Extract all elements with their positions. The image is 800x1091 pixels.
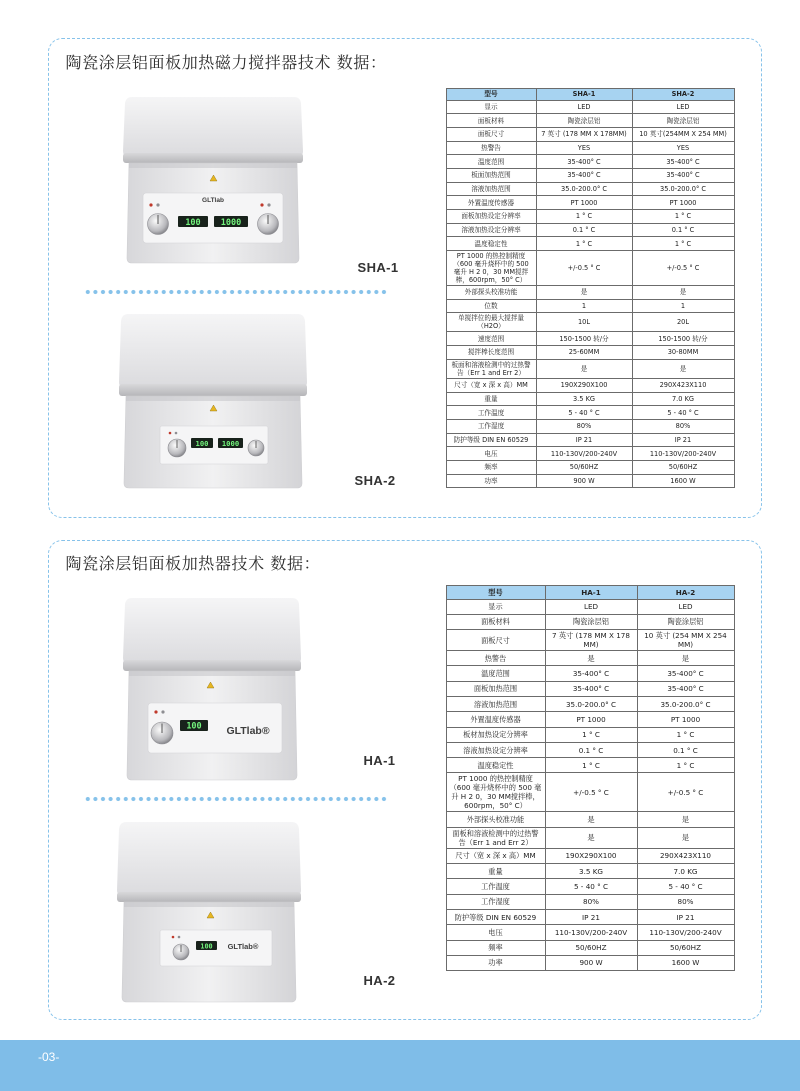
product-label-sha-1: SHA-1 — [357, 259, 399, 275]
spec-label: 工作湿度 — [446, 894, 545, 909]
spec-table-head — [446, 585, 734, 599]
spec-value-model-1: YES — [536, 141, 632, 155]
hot-plate-top — [123, 598, 301, 664]
spec-value-model-1: 35-400° C — [536, 155, 632, 169]
spec-value-model-2: 7.0 KG — [637, 864, 734, 879]
spec-label: 温度范围 — [446, 155, 536, 169]
spec-label: 温度范围 — [446, 666, 545, 681]
plate-shadow — [124, 902, 294, 907]
spec-value-model-1: LED — [536, 100, 632, 114]
spec-value-model-2: 是 — [637, 812, 734, 827]
spec-row — [446, 392, 734, 406]
spec-value-model-2: 是 — [632, 286, 734, 300]
spec-row — [446, 848, 734, 863]
spec-value-model-1: +/-0.5 ° C — [545, 773, 637, 812]
spec-label: 重量 — [446, 392, 536, 406]
spec-value-model-2: 5 - 40 ° C — [632, 406, 734, 420]
spec-label: 板材加热设定分辨率 — [446, 727, 545, 742]
spec-value-model-2: 7.0 KG — [632, 392, 734, 406]
spec-row — [446, 419, 734, 433]
spec-row — [446, 447, 734, 461]
spec-value-model-1: +/-0.5 ° C — [536, 251, 632, 286]
spec-row — [446, 599, 734, 614]
spec-row — [446, 864, 734, 879]
spec-label: 搅拌棒长度范围 — [446, 346, 536, 360]
spec-label: 速度范围 — [446, 332, 536, 346]
spec-label: 面板加热范围 — [446, 681, 545, 696]
spec-value-model-2: 290X423X110 — [632, 378, 734, 392]
spec-value-model-2: 1 ° C — [632, 237, 734, 251]
spec-label: 外部探头校准功能 — [446, 286, 536, 300]
spec-label: 功率 — [446, 474, 536, 488]
spec-value-model-2: 30-80MM — [632, 346, 734, 360]
spec-row — [446, 114, 734, 128]
spec-label: 尺寸（宽 x 深 x 高）MM — [446, 848, 545, 863]
spec-label: 单搅拌位的最大搅拌量（H2O） — [446, 313, 536, 332]
section-title: 陶瓷涂层铝面板加热磁力搅拌器技术 数据： — [65, 52, 387, 72]
spec-value-model-1: 1 ° C — [536, 237, 632, 251]
spec-header-sha-2: SHA-2 — [632, 88, 734, 100]
spec-row — [446, 223, 734, 237]
hot-plate-top — [119, 314, 307, 388]
spec-row — [446, 359, 734, 378]
spec-row — [446, 696, 734, 711]
spec-value-model-1: 是 — [545, 812, 637, 827]
spec-value-model-1: 是 — [536, 359, 632, 378]
spec-value-model-2: IP 21 — [637, 909, 734, 924]
spec-label: 热警告 — [446, 141, 536, 155]
speed-display-value: 1000 — [220, 217, 241, 228]
spec-value-model-1: IP 21 — [536, 433, 632, 447]
spec-value-model-1: PT 1000 — [536, 196, 632, 210]
spec-label: 温度稳定性 — [446, 758, 545, 773]
stirrer-spec-section — [48, 38, 762, 518]
spec-header-model: 型号 — [446, 88, 536, 100]
spec-row — [446, 313, 734, 332]
spec-value-model-2: 陶瓷涂层铝 — [632, 114, 734, 128]
spec-label: 电压 — [446, 925, 545, 940]
spec-value-model-2: 290X423X110 — [637, 848, 734, 863]
spec-value-model-2: +/-0.5 ° C — [637, 773, 734, 812]
spec-row — [446, 299, 734, 313]
spec-row — [446, 168, 734, 182]
spec-value-model-1: 900 W — [536, 474, 632, 488]
spec-row — [446, 141, 734, 155]
temperature-display-value: 100 — [195, 438, 208, 448]
spec-row — [446, 237, 734, 251]
spec-row — [446, 286, 734, 300]
spec-label: 工作温度 — [446, 406, 536, 420]
spec-row — [446, 879, 734, 894]
spec-value-model-1: 3.5 KG — [545, 864, 637, 879]
product-label-sha-2: SHA-2 — [354, 472, 396, 488]
spec-value-model-2: 5 - 40 ° C — [637, 879, 734, 894]
spec-value-model-1: 1 ° C — [545, 758, 637, 773]
status-led — [260, 203, 263, 206]
hot-plate-edge — [117, 892, 301, 902]
spec-label: 面板和溶液检测中的过热警告（Err 1 and Err 2） — [446, 827, 545, 848]
spec-value-model-1: 陶瓷涂层铝 — [536, 114, 632, 128]
spec-label: 防护等级 DIN EN 60529 — [446, 909, 545, 924]
spec-value-model-1: 50/60HZ — [545, 940, 637, 955]
section-title: 陶瓷涂层铝面板加热器技术 数据： — [65, 553, 321, 573]
spec-row — [446, 940, 734, 955]
spec-value-model-2: 1 — [632, 299, 734, 313]
spec-label: 热警告 — [446, 651, 545, 666]
spec-label: 板面加热范围 — [446, 168, 536, 182]
spec-value-model-2: 35-400° C — [637, 681, 734, 696]
spec-table-body — [446, 599, 734, 971]
spec-value-model-1: 900 W — [545, 955, 637, 970]
spec-value-model-2: 50/60HZ — [637, 940, 734, 955]
status-led — [154, 710, 157, 713]
spec-value-model-1: 10L — [536, 313, 632, 332]
spec-value-model-2: 1 ° C — [637, 727, 734, 742]
spec-value-model-1: 80% — [545, 894, 637, 909]
speed-display-value: 1000 — [221, 438, 239, 448]
spec-label: 温度稳定性 — [446, 237, 536, 251]
status-led — [161, 710, 164, 713]
status-led — [156, 203, 159, 206]
spec-label: 显示 — [446, 100, 536, 114]
heater-spec-section — [48, 540, 762, 1020]
spec-value-model-1: 190X290X100 — [545, 848, 637, 863]
spec-value-model-2: 80% — [637, 894, 734, 909]
plate-shadow — [129, 671, 295, 676]
spec-value-model-1: 1 ° C — [545, 727, 637, 742]
spec-label: 溶液加热范围 — [446, 696, 545, 711]
spec-table-head — [446, 88, 734, 100]
status-led — [267, 203, 270, 206]
status-led — [174, 431, 177, 434]
sha-1-product-image — [122, 95, 304, 265]
spec-label: 面板材料 — [446, 614, 545, 629]
spec-row — [446, 155, 734, 169]
plate-shadow — [126, 396, 300, 401]
status-led — [149, 203, 152, 206]
spec-value-model-2: PT 1000 — [632, 196, 734, 210]
temperature-display-value: 100 — [199, 942, 213, 950]
spec-value-model-1: IP 21 — [545, 909, 637, 924]
product-label-ha-2: HA-2 — [363, 972, 396, 988]
spec-label: 防护等级 DIN EN 60529 — [446, 433, 536, 447]
spec-value-model-1: LED — [545, 599, 637, 614]
plate-shadow — [129, 163, 297, 168]
spec-value-model-1: 7 英寸 (178 MM X 178 MM) — [545, 630, 637, 651]
hot-plate-edge — [123, 660, 301, 671]
spec-row — [446, 894, 734, 909]
product-label-ha-1: HA-1 — [363, 752, 396, 768]
spec-value-model-1: 110-130V/200-240V — [536, 447, 632, 461]
spec-label: 外置温度传感器 — [446, 712, 545, 727]
spec-label: 面板尺寸 — [446, 127, 536, 141]
spec-row — [446, 666, 734, 681]
spec-row — [446, 251, 734, 286]
spec-value-model-1: 80% — [536, 419, 632, 433]
spec-label: 工作湿度 — [446, 419, 536, 433]
spec-header-row — [446, 585, 734, 599]
page-number: -03- — [38, 1050, 60, 1064]
spec-value-model-2: 20L — [632, 313, 734, 332]
spec-table-ha — [446, 585, 735, 972]
spec-label: 溶液加热范围 — [446, 182, 536, 196]
spec-label: PT 1000 的热控制精度（600 毫升烧杯中的 500 毫升 H 2 0，30 MM搅拌棒，600rpm，50° C） — [446, 773, 545, 812]
spec-value-model-2: 50/60HZ — [632, 460, 734, 474]
spec-value-model-2: 是 — [632, 359, 734, 378]
spec-row — [446, 909, 734, 924]
spec-label: 显示 — [446, 599, 545, 614]
spec-value-model-2: 110-130V/200-240V — [632, 447, 734, 461]
spec-value-model-1: 是 — [545, 651, 637, 666]
spec-label: 尺寸（宽 x 深 x 高）MM — [446, 378, 536, 392]
spec-value-model-2: 1600 W — [632, 474, 734, 488]
spec-row — [446, 812, 734, 827]
spec-header-model: 型号 — [446, 585, 545, 599]
spec-value-model-2: 1 ° C — [637, 758, 734, 773]
temperature-display-value: 100 — [184, 217, 201, 228]
spec-header-sha-1: SHA-1 — [536, 88, 632, 100]
spec-value-model-2: 35.0-200.0° C — [632, 182, 734, 196]
spec-value-model-2: 35-400° C — [632, 168, 734, 182]
spec-row — [446, 681, 734, 696]
spec-row — [446, 332, 734, 346]
spec-value-model-2: 陶瓷涂层铝 — [637, 614, 734, 629]
spec-label: 外置温度传感器 — [446, 196, 536, 210]
spec-value-model-2: 1 ° C — [632, 210, 734, 224]
spec-row — [446, 460, 734, 474]
spec-value-model-1: 0.1 ° C — [545, 742, 637, 757]
page-footer — [0, 1040, 800, 1091]
spec-row — [446, 630, 734, 651]
hot-plate-top — [117, 822, 301, 896]
ha-1-product-image — [122, 596, 302, 780]
spec-value-model-1: 35.0-200.0° C — [536, 182, 632, 196]
sha-2-product-image — [118, 312, 308, 490]
spec-value-model-1: 是 — [536, 286, 632, 300]
spec-value-model-2: 80% — [632, 419, 734, 433]
spec-label: 溶液加热设定分辨率 — [446, 742, 545, 757]
spec-label: 频率 — [446, 460, 536, 474]
spec-row — [446, 925, 734, 940]
spec-value-model-1: 是 — [545, 827, 637, 848]
spec-value-model-2: LED — [632, 100, 734, 114]
spec-row — [446, 712, 734, 727]
spec-value-model-1: 5 - 40 ° C — [536, 406, 632, 420]
spec-value-model-1: 1 — [536, 299, 632, 313]
spec-value-model-1: 1 ° C — [536, 210, 632, 224]
spec-row — [446, 614, 734, 629]
spec-label: 工作温度 — [446, 879, 545, 894]
spec-value-model-1: 190X290X100 — [536, 378, 632, 392]
spec-row — [446, 827, 734, 848]
spec-label: 重量 — [446, 864, 545, 879]
hot-plate-edge — [119, 384, 307, 396]
spec-value-model-2: 10 英寸(254MM X 254 MM) — [632, 127, 734, 141]
spec-value-model-1: 7 英寸 (178 MM X 178MM) — [536, 127, 632, 141]
spec-header-row — [446, 88, 734, 100]
spec-label: 频率 — [446, 940, 545, 955]
spec-value-model-2: 是 — [637, 827, 734, 848]
spec-header-ha-1: HA-1 — [545, 585, 637, 599]
spec-value-model-2: 10 英寸 (254 MM X 254 MM) — [637, 630, 734, 651]
ha-2-product-image — [116, 820, 302, 1002]
spec-value-model-1: 35-400° C — [545, 666, 637, 681]
spec-value-model-1: 5 - 40 ° C — [545, 879, 637, 894]
spec-label: 位数 — [446, 299, 536, 313]
spec-value-model-2: IP 21 — [632, 433, 734, 447]
spec-label: 溶液加热设定分辨率 — [446, 223, 536, 237]
spec-row — [446, 758, 734, 773]
spec-row — [446, 433, 734, 447]
spec-row — [446, 378, 734, 392]
spec-row — [446, 955, 734, 970]
spec-value-model-2: 是 — [637, 651, 734, 666]
brand-logo: GLTlab® — [227, 941, 258, 951]
spec-label: 电压 — [446, 447, 536, 461]
spec-value-model-1: 35-400° C — [545, 681, 637, 696]
spec-value-model-2: 0.1 ° C — [632, 223, 734, 237]
spec-table-body — [446, 100, 734, 488]
spec-label: 外部探头校准功能 — [446, 812, 545, 827]
spec-row — [446, 406, 734, 420]
spec-value-model-2: 35-400° C — [637, 666, 734, 681]
spec-row — [446, 127, 734, 141]
spec-value-model-1: 110-130V/200-240V — [545, 925, 637, 940]
spec-value-model-2: 110-130V/200-240V — [637, 925, 734, 940]
brand-logo: GLTlab — [201, 196, 224, 204]
spec-row — [446, 100, 734, 114]
spec-value-model-2: +/-0.5 ° C — [632, 251, 734, 286]
spec-row — [446, 727, 734, 742]
spec-value-model-1: 0.1 ° C — [536, 223, 632, 237]
spec-row — [446, 742, 734, 757]
spec-label: 面板尺寸 — [446, 630, 545, 651]
brand-logo: GLTlab® — [225, 724, 270, 737]
spec-table-sha — [446, 88, 735, 489]
status-led — [177, 935, 180, 938]
spec-value-model-1: 35-400° C — [536, 168, 632, 182]
spec-value-model-1: 50/60HZ — [536, 460, 632, 474]
spec-value-model-2: 35.0-200.0° C — [637, 696, 734, 711]
spec-value-model-2: 0.1 ° C — [637, 742, 734, 757]
spec-value-model-1: PT 1000 — [545, 712, 637, 727]
status-led — [168, 431, 171, 434]
spec-value-model-1: 陶瓷涂层铝 — [545, 614, 637, 629]
spec-value-model-1: 3.5 KG — [536, 392, 632, 406]
spec-row — [446, 651, 734, 666]
spec-value-model-1: 25-60MM — [536, 346, 632, 360]
spec-value-model-2: 150-1500 转/分 — [632, 332, 734, 346]
spec-value-model-2: 1600 W — [637, 955, 734, 970]
spec-label: 功率 — [446, 955, 545, 970]
spec-label: 板面和溶液检测中的过热警告（Err 1 and Err 2） — [446, 359, 536, 378]
spec-row — [446, 773, 734, 812]
spec-row — [446, 196, 734, 210]
spec-value-model-2: LED — [637, 599, 734, 614]
dotted-divider — [84, 289, 388, 295]
spec-label: 面板加热设定分辨率 — [446, 210, 536, 224]
spec-label: PT 1000 的热控制精度（600 毫升烧杯中的 500 毫升 H 2 0，30 MM搅拌棒，600rpm，50° C） — [446, 251, 536, 286]
hot-plate-top — [123, 97, 303, 157]
dotted-divider — [84, 796, 388, 802]
spec-row — [446, 182, 734, 196]
spec-value-model-2: YES — [632, 141, 734, 155]
spec-row — [446, 210, 734, 224]
spec-value-model-2: 35-400° C — [632, 155, 734, 169]
spec-value-model-2: PT 1000 — [637, 712, 734, 727]
hot-plate-edge — [123, 153, 303, 163]
spec-row — [446, 474, 734, 488]
spec-value-model-1: 150-1500 转/分 — [536, 332, 632, 346]
temperature-display-value: 100 — [185, 721, 202, 731]
spec-label: 面板材料 — [446, 114, 536, 128]
status-led — [171, 935, 174, 938]
spec-row — [446, 346, 734, 360]
spec-value-model-1: 35.0-200.0° C — [545, 696, 637, 711]
spec-header-ha-2: HA-2 — [637, 585, 734, 599]
